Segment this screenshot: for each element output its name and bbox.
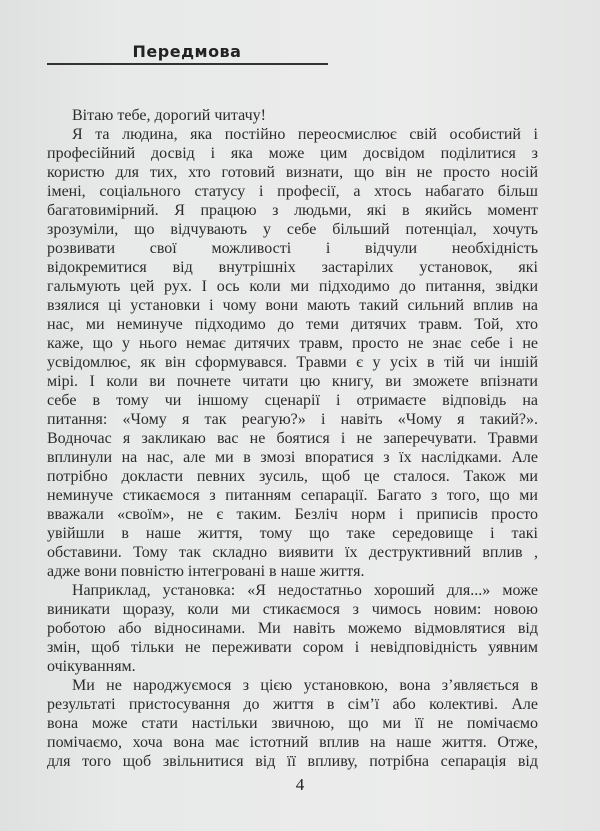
text-line: каже, що у нього немає дитячих травм, просто не знає себе і не xyxy=(47,335,538,352)
text-line: мірі. І коли ви почнете читати цю книгу, ви зможете впізнати xyxy=(47,373,538,390)
chapter-title: Передмова xyxy=(132,42,242,61)
text-line: увійшли в наше життя, тому що таке середовище і такі xyxy=(47,525,538,542)
text-line: вважали «своїм», не є таким. Безліч норм і приписів просто xyxy=(47,506,538,523)
text-line: обставини. Тому так складно виявити їх деструктивний вплив , xyxy=(47,544,538,561)
text-line: себе в тому чи іншому сценарії і отримаєте відповідь на xyxy=(47,392,538,409)
text-line: Я та людина, яка постійно переосмислює свій особистий і xyxy=(72,126,538,143)
text-line: Наприклад, установка: «Я недостатньо хороший для...» може xyxy=(72,582,538,599)
text-line: професійний досвід і яка може цим досвідом поділитися з xyxy=(47,145,538,162)
text-line: зрозуміли, що відчувають у себе більший потенціал, хочуть xyxy=(47,221,538,238)
text-line: відокремитися від внутрішніх застарілих установок, які xyxy=(47,259,538,276)
text-line: нас, ми неминуче підходимо до теми дитячих травм. Той, хто xyxy=(47,316,538,333)
text-line: Водночас я закликаю вас не боятися і не заперечувати. Травми xyxy=(47,430,538,447)
text-line: Ми не народжуємося з цією установкою, вона з’являється в xyxy=(72,677,538,694)
text-line: роботою або відносинами. Ми навіть можемо відмовлятися від xyxy=(47,620,538,637)
text-line: результаті пристосування до життя в сім’ї або колективі. Але xyxy=(47,696,538,713)
text-line: імені, соціального статусу і професії, а хтось набагато більш xyxy=(47,183,538,200)
text-line: для того щоб звільнитися від її впливу, потрібна сепарація від xyxy=(47,753,538,770)
text-line: вона може стати настільки звичною, що ми її не помічаємо xyxy=(47,715,538,732)
body-text xyxy=(47,106,538,771)
text-line: виникати щоразу, коли ми стикаємося з чимось новим: новою xyxy=(47,601,538,618)
text-line: адже вони повністю інтегровані в наше життя. xyxy=(47,563,365,580)
text-line: питання: «Чому я так реагую?» і навіть «Чому я такий?». xyxy=(47,411,538,428)
text-line: розвивати свої можливості і відчули необхідність xyxy=(47,240,538,257)
page-number: 4 xyxy=(295,775,305,794)
text-line: користю для тих, хто готовий визнати, що він не просто носій xyxy=(47,164,538,181)
text-line: усвідомлює, як він сформувався. Травми є у усіх в тій чи іншій xyxy=(47,354,538,371)
text-line: взялися ці установки і чому вони мають такий сильний вплив на xyxy=(47,297,538,314)
text-line: потрібно докласти певних зусиль, щоб це сталося. Також ми xyxy=(47,468,538,485)
text-line: багатовимірний. Я працюю з людьми, які в якийсь момент xyxy=(47,202,538,219)
text-line: гальмують цей рух. І ось коли ми підходимо до питання, звідки xyxy=(47,278,538,295)
text-line: вплинули на нас, але ми в змозі впоратися з їх наслідками. Але xyxy=(47,449,538,466)
title-underline xyxy=(47,63,328,65)
text-line: змін, щоб тільки не переживати сором і невідповідність уявним xyxy=(47,639,538,656)
text-line: помічаємо, хоча вона має істотний вплив на наше життя. Отже, xyxy=(47,734,538,751)
text-line: очікуванням. xyxy=(47,658,136,675)
text-line: Вітаю тебе, дорогий читачу! xyxy=(72,107,266,124)
text-line: неминуче стикаємося з питанням сепарації. Багато з того, що ми xyxy=(47,487,538,504)
